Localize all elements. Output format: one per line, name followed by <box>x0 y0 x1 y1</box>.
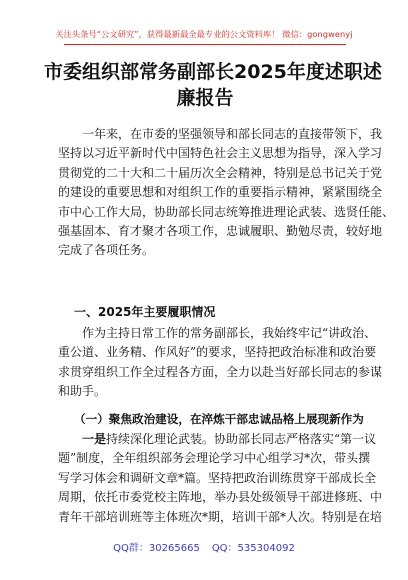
paragraph-line: 题”制度，全年组织部务会理论学习中心组学习*次，带头撰 <box>58 451 371 466</box>
paragraph-line: 青年干部培训班等主体班次*期，培训干部*人次。特别是在培 <box>58 509 383 524</box>
lead-rest: 持续深化理论武装。协助部长同志严格落实“第一议 <box>106 432 377 446</box>
lead-phrase: 一是 <box>82 432 107 446</box>
paragraph-line: 写学习体会和调研文章*篇。坚持把政治训练贯穿干部成长全 <box>58 470 377 485</box>
paragraph-line: 坚持以习近平新时代中国特色社会主义思想为指导，深入学习 <box>58 146 383 161</box>
subsection-heading: （一）聚焦政治建设，在淬炼干部忠诚品格上展现新作为 <box>74 412 364 426</box>
document-title <box>44 59 382 111</box>
qq-group-label: QQ群：30265665 <box>113 543 200 554</box>
paragraph-line: 和助手。 <box>58 384 107 399</box>
paragraph-line: 强基固本、育才聚才各项工作，忠诚履职、勤勉尽责，较好地 <box>58 223 383 238</box>
paragraph-line: 作为主持日常工作的常务副部长，我始终牢记“讲政治、 <box>82 326 377 340</box>
paragraph-line: 一年来，在市委的坚强领导和部长同志的直接带领下，我 <box>82 127 383 141</box>
intro-paragraph <box>58 125 395 261</box>
title-line-2: 廉报告 <box>176 87 234 109</box>
paragraph-line: 重公道、业务精、作风好”的要求，坚持把政治标准和政治要 <box>58 345 377 360</box>
section-heading: 一、2025年主要履职情况 <box>74 305 216 319</box>
subsection-paragraph <box>58 430 383 527</box>
header-divider <box>64 44 346 45</box>
paragraph-line: 周期，依托市委党校主阵地，举办县处级领导干部进修班、中 <box>58 490 383 505</box>
footer-contact <box>0 539 408 554</box>
title-line-1: 市委组织部常务副部长2025年度述职述 <box>44 61 382 83</box>
paragraph-line <box>58 430 377 449</box>
paragraph-line: 贯彻党的二十大和二十届历次全会精神，特别是总书记关于党 <box>58 165 383 180</box>
paragraph-line: 市中心工作大局，协助部长同志统筹推进理论武装、选贤任能、 <box>58 204 395 219</box>
paragraph-line: 的建设的重要思想和对组织工作的重要指示精神，紧紧围绕全 <box>58 185 383 200</box>
paragraph-line: 完成了各项任务。 <box>58 243 155 258</box>
paragraph-line: 求贯穿组织工作全过程各方面，全力以赴当好部长同志的参谋 <box>58 364 383 379</box>
qq-number-label: QQ：535304092 <box>211 543 295 554</box>
header-note: 关注头条号“公文研究”，获得最新最全最专业的公文资料库！ 微信：gongwenyj <box>55 29 353 39</box>
section-paragraph <box>58 324 383 402</box>
